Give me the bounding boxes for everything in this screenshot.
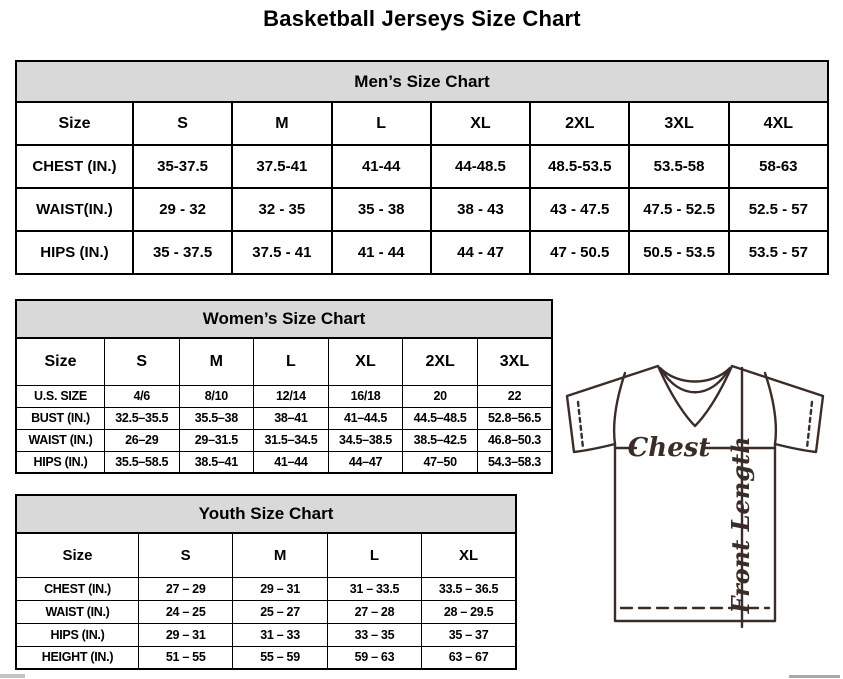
mens-size-table	[15, 101, 829, 275]
column-header: L	[332, 102, 431, 145]
table-row	[16, 407, 552, 429]
size-value-cell: 44.5–48.5	[403, 407, 478, 429]
column-header: M	[233, 533, 327, 577]
size-value-cell: 35 - 38	[332, 188, 431, 231]
size-value-cell: 63 – 67	[422, 646, 516, 669]
size-value-cell: 38–41	[254, 407, 329, 429]
chest-label: Chest	[627, 433, 711, 463]
size-value-cell: 22	[477, 385, 552, 407]
row-label: CHEST (IN.)	[16, 145, 133, 188]
size-value-cell: 53.5-58	[629, 145, 728, 188]
size-value-cell: 20	[403, 385, 478, 407]
size-value-cell: 53.5 - 57	[729, 231, 828, 274]
size-value-cell: 35.5–58.5	[104, 451, 179, 473]
youth-size-table	[15, 532, 517, 670]
size-value-cell: 26–29	[104, 429, 179, 451]
size-value-cell: 32 - 35	[232, 188, 331, 231]
size-value-cell: 44 - 47	[431, 231, 530, 274]
size-value-cell: 46.8–50.3	[477, 429, 552, 451]
mens-size-chart	[15, 60, 829, 275]
table-row	[16, 231, 828, 274]
size-value-cell: 38.5–42.5	[403, 429, 478, 451]
table-row	[16, 429, 552, 451]
size-value-cell: 37.5 - 41	[232, 231, 331, 274]
size-value-cell: 29 – 31	[139, 623, 233, 646]
column-header: 4XL	[729, 102, 828, 145]
column-header: XL	[422, 533, 516, 577]
size-value-cell: 16/18	[328, 385, 403, 407]
size-value-cell: 47–50	[403, 451, 478, 473]
front-length-label: Front Length	[726, 436, 755, 614]
size-value-cell: 47.5 - 52.5	[629, 188, 728, 231]
size-value-cell: 41–44	[254, 451, 329, 473]
column-header-row	[16, 533, 516, 577]
size-value-cell: 33 – 35	[327, 623, 421, 646]
size-value-cell: 47 - 50.5	[530, 231, 629, 274]
table-row	[16, 646, 516, 669]
row-label: HIPS (IN.)	[16, 231, 133, 274]
size-value-cell: 37.5-41	[232, 145, 331, 188]
size-value-cell: 41-44	[332, 145, 431, 188]
size-value-cell: 27 – 28	[327, 600, 421, 623]
size-value-cell: 54.3–58.3	[477, 451, 552, 473]
collar-rib-line	[660, 368, 730, 382]
size-value-cell: 29–31.5	[179, 429, 254, 451]
column-header: M	[232, 102, 331, 145]
size-value-cell: 38 - 43	[431, 188, 530, 231]
womens-size-chart	[15, 299, 553, 474]
size-value-cell: 52.5 - 57	[729, 188, 828, 231]
table-row	[16, 451, 552, 473]
row-label: HIPS (IN.)	[16, 451, 104, 473]
row-label: HIPS (IN.)	[16, 623, 139, 646]
size-value-cell: 34.5–38.5	[328, 429, 403, 451]
size-value-cell: 31.5–34.5	[254, 429, 329, 451]
size-value-cell: 33.5 – 36.5	[422, 577, 516, 600]
size-value-cell: 52.8–56.5	[477, 407, 552, 429]
mens-chart-title: Men’s Size Chart	[15, 60, 829, 101]
jersey-outline	[567, 366, 823, 621]
row-label: U.S. SIZE	[16, 385, 104, 407]
jersey-measurement-diagram	[561, 360, 833, 632]
womens-size-table	[15, 337, 553, 474]
size-value-cell: 29 - 32	[133, 188, 232, 231]
horizontal-scrollbar-fragment-left[interactable]	[0, 674, 25, 678]
size-value-cell: 35-37.5	[133, 145, 232, 188]
row-label: WAIST(IN.)	[16, 188, 133, 231]
size-value-cell: 35.5–38	[179, 407, 254, 429]
table-row	[16, 145, 828, 188]
column-header-row	[16, 102, 828, 145]
column-header: 3XL	[477, 338, 552, 385]
row-label-header: Size	[16, 338, 104, 385]
table-row	[16, 385, 552, 407]
size-value-cell: 35 – 37	[422, 623, 516, 646]
size-value-cell: 31 – 33.5	[327, 577, 421, 600]
size-value-cell: 51 – 55	[139, 646, 233, 669]
size-value-cell: 50.5 - 53.5	[629, 231, 728, 274]
row-label: BUST (IN.)	[16, 407, 104, 429]
size-value-cell: 28 – 29.5	[422, 600, 516, 623]
row-label: HEIGHT (IN.)	[16, 646, 139, 669]
row-label: CHEST (IN.)	[16, 577, 139, 600]
column-header: 2XL	[530, 102, 629, 145]
youth-size-chart	[15, 494, 517, 670]
size-value-cell: 29 – 31	[233, 577, 327, 600]
size-value-cell: 38.5–41	[179, 451, 254, 473]
column-header: S	[139, 533, 233, 577]
horizontal-scrollbar-fragment-right[interactable]	[789, 675, 840, 678]
size-value-cell: 35 - 37.5	[133, 231, 232, 274]
column-header: XL	[328, 338, 403, 385]
size-value-cell: 4/6	[104, 385, 179, 407]
table-row	[16, 577, 516, 600]
row-label: WAIST (IN.)	[16, 429, 104, 451]
column-header-row	[16, 338, 552, 385]
row-label-header: Size	[16, 533, 139, 577]
column-header: M	[179, 338, 254, 385]
column-header: S	[104, 338, 179, 385]
column-header: 2XL	[403, 338, 478, 385]
size-value-cell: 43 - 47.5	[530, 188, 629, 231]
size-value-cell: 41–44.5	[328, 407, 403, 429]
womens-chart-title: Women’s Size Chart	[15, 299, 553, 337]
size-value-cell: 44-48.5	[431, 145, 530, 188]
page-title: Basketball Jerseys Size Chart	[263, 6, 581, 31]
size-value-cell: 59 – 63	[327, 646, 421, 669]
row-label-header: Size	[16, 102, 133, 145]
size-value-cell: 32.5–35.5	[104, 407, 179, 429]
column-header: 3XL	[629, 102, 728, 145]
column-header: L	[254, 338, 329, 385]
row-label: WAIST (IN.)	[16, 600, 139, 623]
size-value-cell: 48.5-53.5	[530, 145, 629, 188]
size-value-cell: 44–47	[328, 451, 403, 473]
size-value-cell: 8/10	[179, 385, 254, 407]
table-row	[16, 188, 828, 231]
size-value-cell: 24 – 25	[139, 600, 233, 623]
youth-chart-title: Youth Size Chart	[15, 494, 517, 532]
size-value-cell: 41 - 44	[332, 231, 431, 274]
size-value-cell: 31 – 33	[233, 623, 327, 646]
size-value-cell: 55 – 59	[233, 646, 327, 669]
column-header: S	[133, 102, 232, 145]
table-row	[16, 600, 516, 623]
size-value-cell: 27 – 29	[139, 577, 233, 600]
column-header: L	[327, 533, 421, 577]
size-value-cell: 25 – 27	[233, 600, 327, 623]
size-value-cell: 58-63	[729, 145, 828, 188]
column-header: XL	[431, 102, 530, 145]
size-value-cell: 12/14	[254, 385, 329, 407]
table-row	[16, 623, 516, 646]
